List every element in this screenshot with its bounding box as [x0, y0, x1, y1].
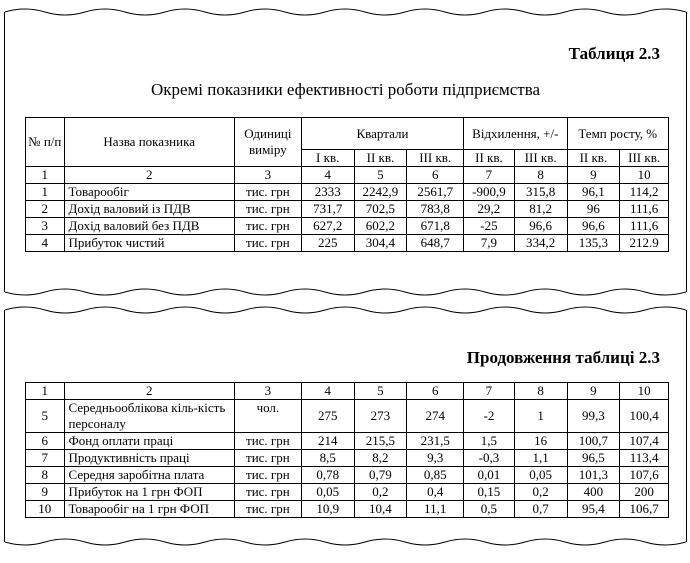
cell-dev2: -0,3	[464, 450, 515, 467]
cell-gr2: 96,1	[567, 184, 620, 201]
cell-dev3: 0,05	[514, 467, 567, 484]
header-q3: III кв.	[407, 150, 464, 167]
column-number: 2	[64, 167, 234, 184]
header-dev-q3: III кв.	[514, 150, 567, 167]
cell-num: 10	[26, 501, 65, 518]
cell-q3: 0,85	[407, 467, 464, 484]
header-q2: II кв.	[354, 150, 407, 167]
torn-edge-top	[5, 4, 686, 20]
cell-q2: 702,5	[354, 201, 407, 218]
cell-gr3: 107,4	[620, 433, 669, 450]
cell-q3: 0,4	[407, 484, 464, 501]
column-number: 10	[620, 383, 669, 400]
cell-gr3: 212.9	[620, 235, 669, 252]
cell-unit: чол.	[234, 400, 301, 433]
cell-unit: тис. грн	[234, 467, 301, 484]
table-row	[26, 467, 669, 484]
cell-q2: 8,2	[354, 450, 407, 467]
cell-dev3: 16	[514, 433, 567, 450]
table-title: Окремі показники ефективності роботи підприємства	[150, 80, 541, 99]
cell-q1: 275	[301, 400, 354, 433]
cell-gr2: 99,3	[567, 400, 620, 433]
cell-q3: 648,7	[407, 235, 464, 252]
cell-gr2: 96,6	[567, 218, 620, 235]
column-number: 4	[301, 383, 354, 400]
cell-q1: 731,7	[301, 201, 354, 218]
cell-dev2: 0,01	[464, 467, 515, 484]
header-num: № п/п	[26, 118, 65, 167]
cell-q3: 2561,7	[407, 184, 464, 201]
cell-q2: 602,2	[354, 218, 407, 235]
column-number: 8	[514, 383, 567, 400]
cell-name: Товарообіг на 1 грн ФОП	[64, 501, 234, 518]
table-row	[26, 450, 669, 467]
cell-unit: тис. грн	[234, 235, 301, 252]
cell-gr3: 111,6	[620, 218, 669, 235]
header-unit: Одиниці виміру	[234, 118, 301, 167]
cell-q3: 671,8	[407, 218, 464, 235]
cell-name: Дохід валовий із ПДВ	[64, 201, 234, 218]
table-row	[26, 400, 669, 433]
cell-gr2: 96	[567, 201, 620, 218]
cell-num: 5	[26, 400, 65, 433]
column-number: 6	[407, 167, 464, 184]
cell-name: Прибуток на 1 грн ФОП	[64, 484, 234, 501]
cell-gr2: 100,7	[567, 433, 620, 450]
column-number: 8	[514, 167, 567, 184]
column-number: 10	[620, 167, 669, 184]
cell-q1: 0,05	[301, 484, 354, 501]
cell-q1: 2333	[301, 184, 354, 201]
cell-dev2: 0,15	[464, 484, 515, 501]
cell-name: Прибуток чистий	[64, 235, 234, 252]
column-number: 2	[64, 383, 234, 400]
cell-gr2: 96,5	[567, 450, 620, 467]
cell-gr2: 135,3	[567, 235, 620, 252]
column-number-row	[26, 383, 669, 400]
cell-gr3: 200	[620, 484, 669, 501]
torn-edge-top	[5, 302, 686, 318]
table-row	[26, 433, 669, 450]
cell-num: 9	[26, 484, 65, 501]
cell-dev2: -2	[464, 400, 515, 433]
header-quarters: Квартали	[301, 118, 463, 150]
cell-gr3: 111,6	[620, 201, 669, 218]
table-label: Таблиця 2.3	[568, 44, 660, 63]
cell-q2: 0,79	[354, 467, 407, 484]
cell-dev3: 1	[514, 400, 567, 433]
table-row	[26, 218, 669, 235]
table-row	[26, 501, 669, 518]
cell-dev2: 29,2	[464, 201, 515, 218]
cell-unit: тис. грн	[234, 433, 301, 450]
cell-dev3: 334,2	[514, 235, 567, 252]
cell-q1: 10,9	[301, 501, 354, 518]
cell-num: 2	[26, 201, 65, 218]
cell-dev3: 96,6	[514, 218, 567, 235]
header-row-1	[26, 118, 669, 150]
cell-num: 1	[26, 184, 65, 201]
cell-num: 8	[26, 467, 65, 484]
header-dev-q2: II кв.	[464, 150, 515, 167]
cell-name: Дохід валовий без ПДВ	[64, 218, 234, 235]
column-number: 7	[464, 167, 515, 184]
cell-q3: 783,8	[407, 201, 464, 218]
cell-num: 7	[26, 450, 65, 467]
continuation-label: Продовження таблиці 2.3	[466, 348, 660, 367]
cell-q2: 10,4	[354, 501, 407, 518]
cell-gr3: 107,6	[620, 467, 669, 484]
cell-dev3: 81,2	[514, 201, 567, 218]
cell-unit: тис. грн	[234, 501, 301, 518]
header-q1: I кв.	[301, 150, 354, 167]
cell-num: 3	[26, 218, 65, 235]
header-name: Назва показника	[64, 118, 234, 167]
column-number: 5	[354, 383, 407, 400]
cell-gr3: 106,7	[620, 501, 669, 518]
column-number: 9	[567, 167, 620, 184]
header-gr-q3: III кв.	[620, 150, 669, 167]
table-row	[26, 235, 669, 252]
document-page-1	[4, 12, 687, 292]
cell-gr3: 113,4	[620, 450, 669, 467]
cell-dev2: 0,5	[464, 501, 515, 518]
column-number: 1	[26, 167, 65, 184]
cell-q1: 225	[301, 235, 354, 252]
cell-q1: 214	[301, 433, 354, 450]
header-gr-q2: II кв.	[567, 150, 620, 167]
indicators-table-continued	[25, 382, 669, 518]
cell-q1: 0,78	[301, 467, 354, 484]
column-number: 5	[354, 167, 407, 184]
column-number: 3	[234, 383, 301, 400]
cell-q2: 215,5	[354, 433, 407, 450]
cell-dev3: 0,2	[514, 484, 567, 501]
cell-q2: 304,4	[354, 235, 407, 252]
cell-gr3: 100,4	[620, 400, 669, 433]
cell-unit: тис. грн	[234, 484, 301, 501]
cell-name: Фонд оплати праці	[64, 433, 234, 450]
cell-gr2: 101,3	[567, 467, 620, 484]
cell-name: Середня заробітна плата	[64, 467, 234, 484]
column-number: 9	[567, 383, 620, 400]
cell-num: 6	[26, 433, 65, 450]
cell-gr2: 400	[567, 484, 620, 501]
cell-unit: тис. грн	[234, 201, 301, 218]
cell-q3: 9,3	[407, 450, 464, 467]
indicators-table	[25, 117, 669, 252]
cell-unit: тис. грн	[234, 218, 301, 235]
document-page-2	[4, 310, 687, 542]
column-number: 1	[26, 383, 65, 400]
cell-name: Продуктивність праці	[64, 450, 234, 467]
torn-edge-bottom	[5, 284, 686, 300]
cell-unit: тис. грн	[234, 450, 301, 467]
cell-num: 4	[26, 235, 65, 252]
torn-edge-bottom	[5, 534, 686, 550]
header-growth: Темп росту, %	[567, 118, 668, 150]
cell-q2: 273	[354, 400, 407, 433]
cell-q2: 0,2	[354, 484, 407, 501]
column-number: 4	[301, 167, 354, 184]
column-number: 6	[407, 383, 464, 400]
cell-q3: 231,5	[407, 433, 464, 450]
column-number: 3	[234, 167, 301, 184]
cell-dev2: 7,9	[464, 235, 515, 252]
cell-q3: 274	[407, 400, 464, 433]
cell-q1: 8,5	[301, 450, 354, 467]
column-number: 7	[464, 383, 515, 400]
cell-q1: 627,2	[301, 218, 354, 235]
cell-q2: 2242,9	[354, 184, 407, 201]
cell-gr2: 95,4	[567, 501, 620, 518]
table-row	[26, 184, 669, 201]
column-number-row	[26, 167, 669, 184]
cell-name: Середньооблікова кіль-кість персоналу	[64, 400, 234, 433]
cell-q3: 11,1	[407, 501, 464, 518]
cell-dev3: 0,7	[514, 501, 567, 518]
cell-dev3: 315,8	[514, 184, 567, 201]
cell-dev3: 1,1	[514, 450, 567, 467]
cell-unit: тис. грн	[234, 184, 301, 201]
cell-gr3: 114,2	[620, 184, 669, 201]
table-row	[26, 201, 669, 218]
cell-name: Товарообіг	[64, 184, 234, 201]
table-row	[26, 484, 669, 501]
cell-dev2: 1,5	[464, 433, 515, 450]
cell-dev2: -25	[464, 218, 515, 235]
header-deviation: Відхилення, +/-	[464, 118, 567, 150]
cell-dev2: -900,9	[464, 184, 515, 201]
